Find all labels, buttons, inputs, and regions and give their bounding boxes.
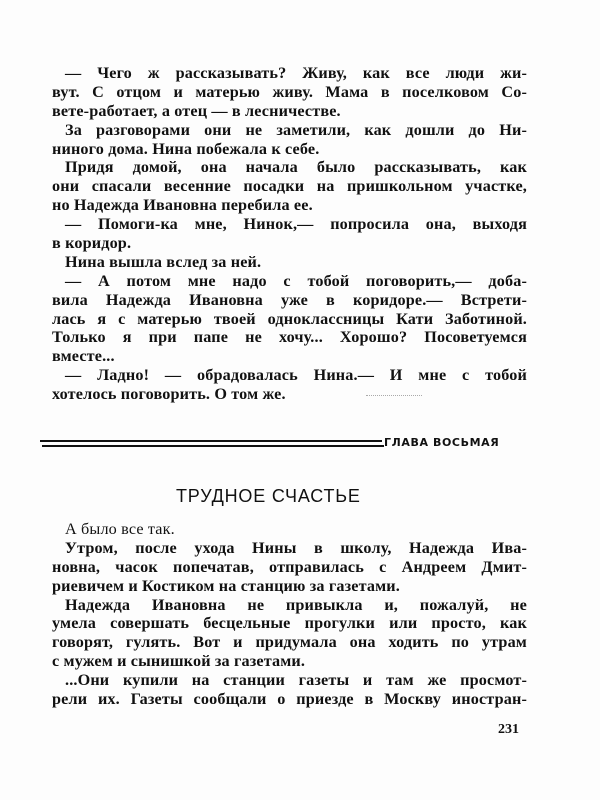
text-line: с мужем и сынишкой за газетами. [52, 652, 306, 671]
chapter-divider-rule [40, 439, 382, 449]
text-line: вила Надежда Ивановна уже в коридоре.— Встрети- [52, 290, 527, 309]
text-line: умела совершать бесцельные прогулки или просто, как [52, 614, 527, 633]
text-line: Утром, после ухода Нины в школу, Надежда Ива- [65, 538, 527, 557]
text-line: но Надежда Ивановна перебила ее. [52, 196, 313, 215]
text-line: риевичем и Костиком на станцию за газетами. [52, 576, 400, 595]
rule-line [40, 440, 382, 442]
text-line: За разговорами они не заметили, как дошли до Ни- [65, 120, 527, 139]
text-line: хотелось поговорить. О том же. [52, 385, 286, 404]
dotted-mark [366, 395, 422, 396]
text-line: вут. С отцом и матерью живу. Мама в поселковом Со- [52, 82, 527, 101]
text-line: — Чего ж рассказывать? Живу, как все люди жи- [65, 64, 527, 82]
text-line: А было все так. [65, 520, 175, 538]
text-line: лась я с матерью твоей одноклассницы Кати Заботиной. [52, 309, 527, 328]
text-line: вете-работает, а отец — в лесничестве. [52, 101, 341, 120]
text-line: Придя домой, она начала было рассказывать, как [65, 158, 527, 177]
text-line: Надежда Ивановна не привыкла и, пожалуй, не [65, 595, 527, 614]
rule-line [42, 445, 384, 447]
text-line: ...Они купили на станции газеты и там же просмот- [65, 671, 527, 690]
text-line: они спасали весенние посадки на пришкольном участке, [52, 177, 527, 196]
text-line: в коридор. [52, 234, 132, 253]
text-line: Только я при папе не хочу... Хорошо? Посоветуемся [52, 328, 527, 347]
chapter-label: ГЛАВА ВОСЬМАЯ [384, 436, 500, 449]
text-line: вместе... [52, 347, 115, 366]
text-line: — Помоги-ка мне, Нинок,— попросила она, выходя [65, 215, 527, 234]
text-line: новна, часок попечатав, отправилась с Андреем Дмит- [52, 557, 527, 576]
text-line: рели их. Газеты сообщали о приезде в Москву иностран- [52, 690, 527, 709]
bottom-text-block [52, 520, 527, 709]
text-line: ниного дома. Нина побежала к себе. [52, 139, 320, 158]
text-line: Нина вышла вслед за ней. [65, 252, 262, 271]
text-line: — Ладно! — обрадовалась Нина.— И мне с тобой [65, 366, 527, 385]
page-number: 231 [498, 722, 519, 737]
chapter-title: ТРУДНОЕ СЧАСТЬЕ [176, 486, 361, 506]
text-line: говорят, гулять. Вот и придумала она ходить по утрам [52, 633, 527, 652]
top-text-block [52, 64, 527, 404]
text-line: — А потом мне надо с тобой поговорить,— доба- [65, 271, 527, 290]
